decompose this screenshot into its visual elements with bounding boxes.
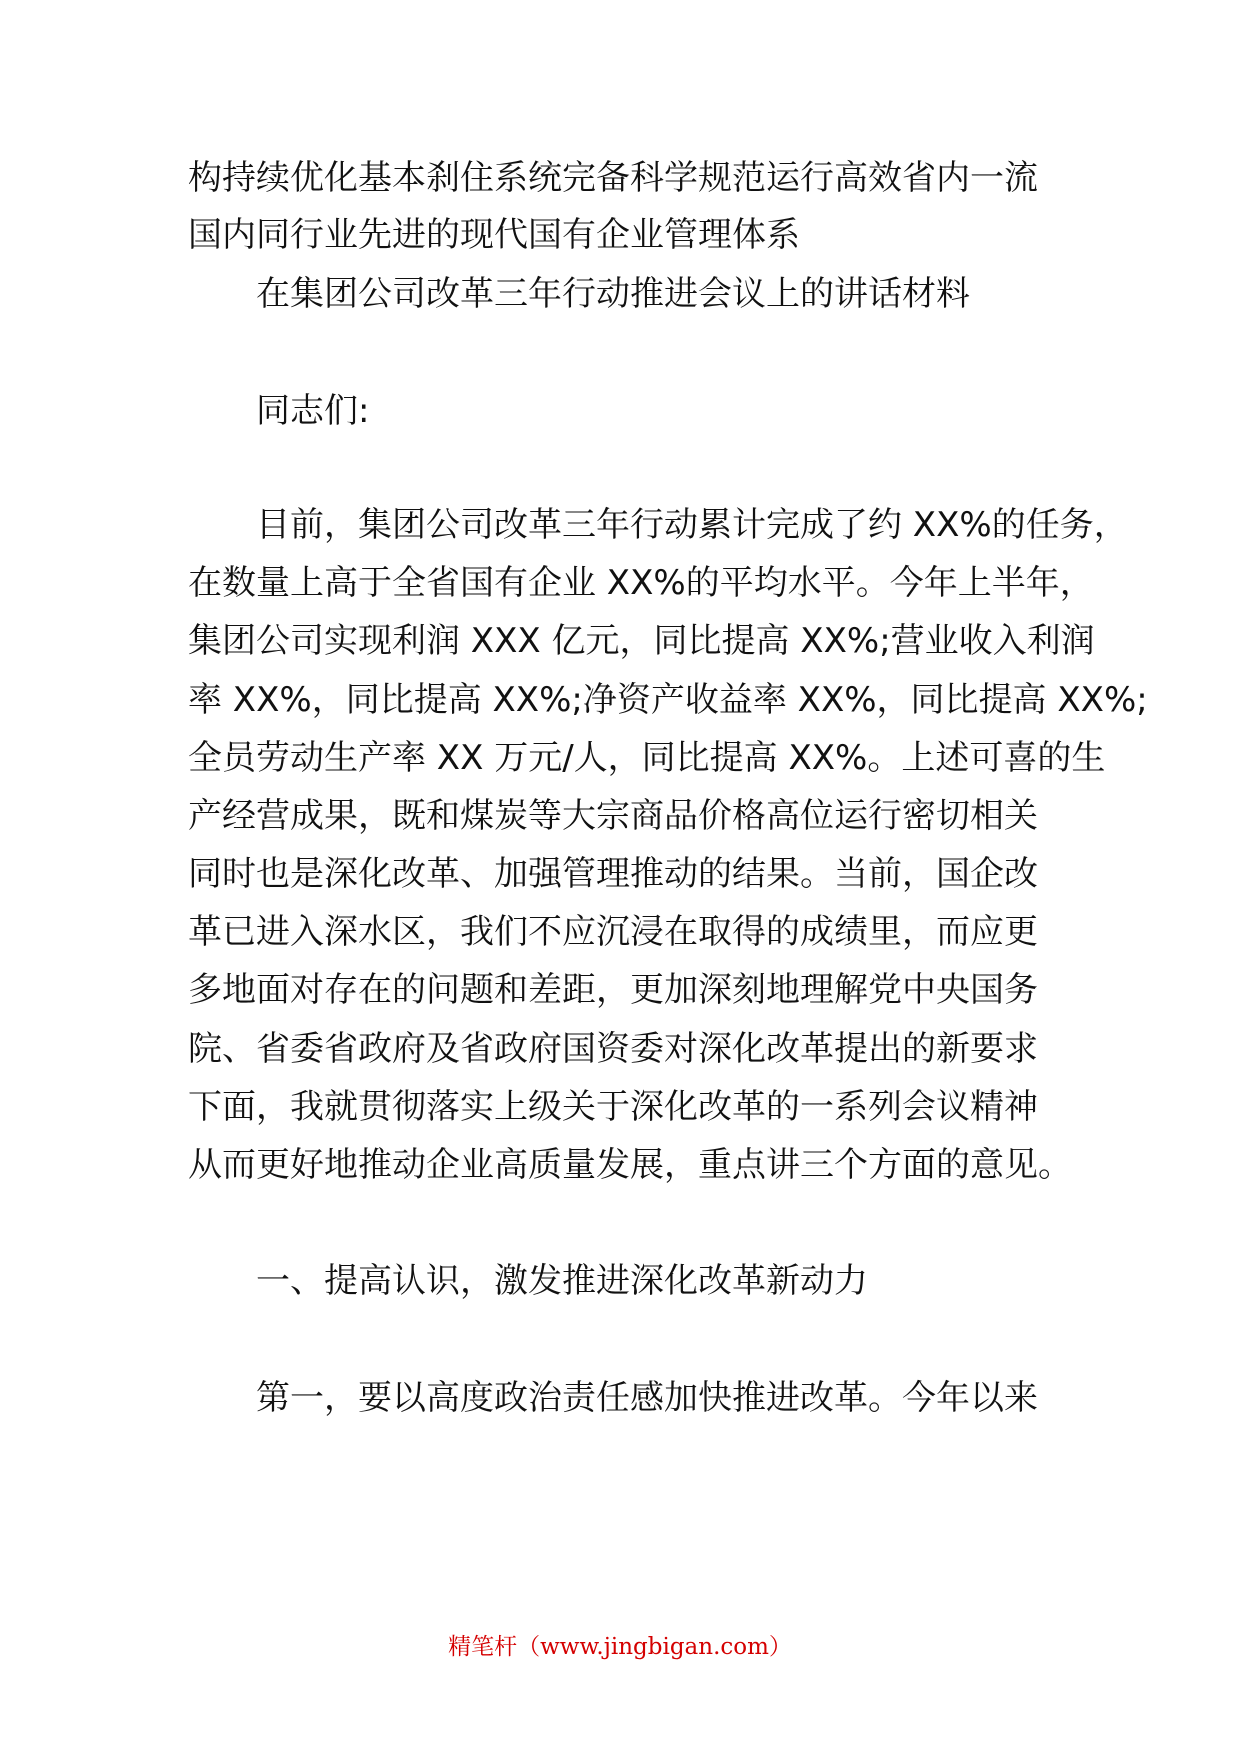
paragraph1-line-3: 集团公司实现利润 XXX 亿元，同比提高 XX%;营业收入利润: [188, 621, 1095, 661]
paragraph1-line-10: 院、省委省政府及省政府国资委对深化改革提出的新要求: [188, 1029, 1038, 1069]
speech-title: 在集团公司改革三年行动推进会议上的讲话材料: [256, 274, 970, 314]
section-heading: 一、提高认识，激发推进深化改革新动力: [256, 1261, 868, 1301]
paragraph1-line-8: 革已进入深水区，我们不应沉浸在取得的成绩里，而应更: [188, 912, 1038, 952]
paragraph2-line-1: 第一，要以高度政治责任感加快推进改革。今年以来: [256, 1378, 1038, 1418]
intro-line-2: 国内同行业先进的现代国有企业管理体系: [188, 215, 800, 255]
paragraph1-line-1: 目前，集团公司改革三年行动累计完成了约 XX%的任务，: [256, 505, 1128, 545]
paragraph1-line-2: 在数量上高于全省国有企业 XX%的平均水平。今年上半年，: [188, 563, 1094, 603]
paragraph1-line-7: 同时也是深化改革、加强管理推动的结果。当前，国企改: [188, 854, 1038, 894]
paragraph1-line-4: 率 XX%，同比提高 XX%;净资产收益率 XX%，同比提高 XX%;: [188, 680, 1148, 720]
salutation: 同志们:: [256, 391, 370, 431]
paragraph1-line-12: 从而更好地推动企业高质量发展，重点讲三个方面的意见。: [188, 1145, 1072, 1185]
footer-watermark: 精笔杆（www.jingbigan.com）: [448, 1634, 792, 1660]
paragraph1-line-11: 下面，我就贯彻落实上级关于深化改革的一系列会议精神: [188, 1087, 1038, 1127]
paragraph1-line-5: 全员劳动生产率 XX 万元/人，同比提高 XX%。上述可喜的生: [188, 738, 1106, 778]
intro-line-1: 构持续优化基本刹住系统完备科学规范运行高效省内一流: [188, 158, 1038, 198]
paragraph1-line-9: 多地面对存在的问题和差距，更加深刻地理解党中央国务: [188, 970, 1038, 1010]
paragraph1-line-6: 产经营成果，既和煤炭等大宗商品价格高位运行密切相关: [188, 796, 1038, 836]
